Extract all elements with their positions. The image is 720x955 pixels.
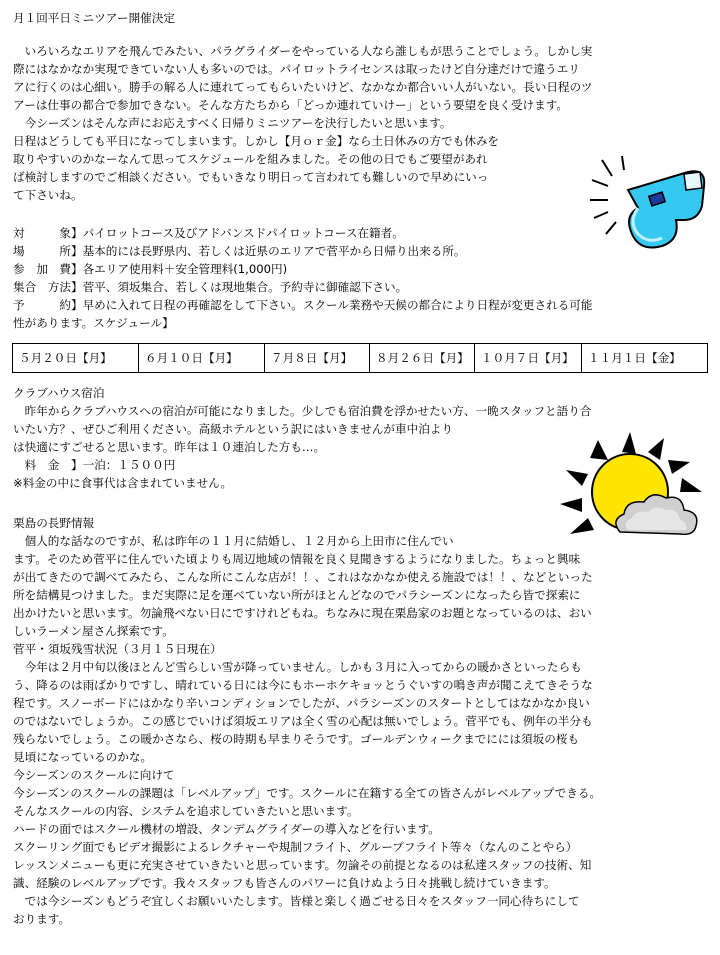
detail-meeting: 集合 方法】菅平、須坂集合、若しくは現地集合。予約寺に御確認下さい。	[13, 280, 408, 294]
clubhouse-fee: 料 金 】一泊：１５００円	[13, 458, 176, 472]
tour-details	[13, 224, 592, 332]
awashima-line: が出てきたので調べてみたら、こんな所にこんな店が！！、これはなかなか使える施設では！！、などといった	[13, 570, 593, 584]
awashima-section	[13, 514, 593, 640]
school-line: おります。	[13, 912, 71, 926]
snow-line: う、降るのは雨ばかりですし、晴れている日には今にもホーホケキョッとうぐいすの鳴き声が聞こえてきそうな	[13, 678, 593, 692]
section-heading: 今シーズンのスクールに向けて	[13, 768, 175, 782]
school-line: レッスンメニューも更に充実させていきたいと思っています。勿論その前提となるのは私達スタッフの技術、知	[13, 858, 592, 872]
snow-line: 残らないでしょう。この暖かさなら、桜の時期も早まりそうです。ゴールデンウィークまでにには須坂の桜も	[13, 732, 580, 746]
intro-line: 際にはなかなか実現できていない人も多いのでは。パイロットライセンスは取ったけど自分達だけで違うエリ	[13, 62, 580, 76]
snow-section	[13, 640, 593, 766]
intro-paragraph	[13, 42, 592, 204]
detail-fee: 参 加 費】各エリア使用料＋安全管理料(1,000円)	[13, 262, 288, 276]
awashima-line: 個人的な話なのですが、私は昨年の１１月に結婚し、１２月から上田市に住んでい	[13, 534, 454, 548]
detail-place: 場 所】基本的には長野県内、若しくは近県のエリアで菅平から日帰り出来る所。	[13, 244, 466, 258]
intro-line: アに行くのは心細い。勝手の解る人に連れてってもらいたいけど、なかなか都合いい人がいない。長い日程のツ	[13, 80, 593, 94]
awashima-line: しいラーメン屋さん探索です。	[13, 624, 174, 638]
intro-line: アーは仕事の都合で参加できない。そんな方たちから「どっか連れていけー」という要望を良く受けます。	[13, 98, 568, 112]
detail-reservation: 予 約】早めに入れて日程の再確認をして下さい。スクール業務や天候の都合により日程が変更される可能	[13, 298, 593, 312]
intro-line: 日程はどうしても平日になってしまいます。しかし【月ｏｒ金】なら土日休みの方でも休みを	[13, 134, 500, 148]
section-heading: クラブハウス宿泊	[13, 386, 105, 400]
schedule-row	[13, 344, 708, 373]
clubhouse-line: 昨年からクラブハウスへの宿泊が可能になりました。少しでも宿泊費を浮かせたい方、一晩スタッフと語り合	[13, 404, 592, 418]
clubhouse-line: いたい方？、ぜひご利用ください。高級ホテルという訳にはいきませんが車中泊より	[13, 422, 453, 436]
snow-line: のではないでしょうか。この感じでいけば須坂エリアは全く雪の心配は無いでしょう。菅平でも、例年の半分も	[13, 714, 593, 728]
intro-line: 取りやすいのかなーなんて思ってスケジュールを組みました。その他の日でもご要望があれ	[13, 152, 488, 166]
school-line: そんなスクールの内容、システムを追求していきたいと思います。	[13, 804, 359, 818]
clubhouse-line: は快適にすごせると思います。昨年は１０連泊した方も…。	[13, 440, 326, 454]
section-heading: 栗島の長野情報	[13, 516, 95, 530]
whistle-icon	[588, 150, 710, 258]
school-line: では今シーズンもどうぞ宜しくお願いいたします。皆様と楽しく過ごせる日々をスタッフ一同心待ちにして	[13, 894, 580, 908]
schedule-table	[12, 343, 708, 373]
schedule-date: ７月８日【月】	[265, 344, 370, 373]
awashima-line: 所を結構見つけました。まだ実際に足を運べていない所がほとんどなのでパラシーズンになったら皆で探索に	[13, 588, 581, 602]
detail-reservation-cont: 性があります。スケジュール】	[13, 316, 174, 330]
school-section	[13, 766, 601, 928]
clubhouse-section	[13, 384, 591, 492]
school-line: スクーリング面でもビデオ撮影によるレクチャーや規制フライト、グループフライト等々（なんのことやら）	[13, 840, 578, 854]
snow-line: 今年は２月中旬以後ほとんど雪らしい雪が降っていません。しかも３月に入ってからの暖かさといったらも	[13, 660, 582, 674]
page-title: 月１回平日ミニツアー開催決定	[13, 11, 175, 25]
school-line: 識、経験のレベルアップです。我々スタッフも皆さんのパワーに負けぬよう日々挑戦し続けていきます。	[13, 876, 556, 890]
schedule-date: ８月２６日【月】	[370, 344, 475, 373]
intro-line: いろいろなエリアを飛んでみたい、パラグライダーをやっている人なら誰しもが思うことでしょう。しかし実	[13, 44, 593, 58]
schedule-date: １１月１日【金】	[582, 344, 708, 373]
intro-line: 今シーズンはそんな声にお応えすべく日帰りミニツアーを決行したいと思います。	[13, 116, 452, 130]
intro-line: ば検討しますのでご相談ください。でもいきなり明日って言われても難しいので早めにいっ	[13, 170, 489, 184]
schedule-date: ５月２０日【月】	[13, 344, 139, 373]
awashima-line: 出かけたいと思います。勿論飛べない日にですけれどもね。ちなみに現在栗島家のお題となっているのは、おい	[13, 606, 592, 620]
snow-line: 程です。スノーボードにはかなり辛いコンディションでしたが、パラシーズンのスタートとしてはなかなか良い	[13, 696, 590, 710]
intro-line: て下さいね。	[13, 188, 83, 202]
clubhouse-note: ※料金の中に食事代は含まれていません。	[13, 476, 233, 490]
school-line: 今シーズンのスクールの課題は「レベルアップ」です。スクールに在籍する全ての皆さんがレベルアップできる。	[13, 786, 602, 800]
snow-line: 見頃になっているのかな。	[13, 750, 153, 764]
schedule-date: １０月７日【月】	[475, 344, 582, 373]
school-line: ハードの面ではスクール機材の増設、タンデムグライダーの導入などを行います。	[13, 822, 440, 836]
awashima-line: ます。そのため菅平に住んでいた頃よりも周辺地域の情報を良く見聞きするようになりました。ちょっと興味	[13, 552, 581, 566]
detail-target: 対 象】パイロットコース及びアドバンスドパイロットコース在籍者。	[13, 226, 404, 240]
schedule-date: ６月１０日【月】	[139, 344, 265, 373]
section-heading: 菅平・須坂残雪状況（３月１５日現在）	[13, 642, 222, 656]
